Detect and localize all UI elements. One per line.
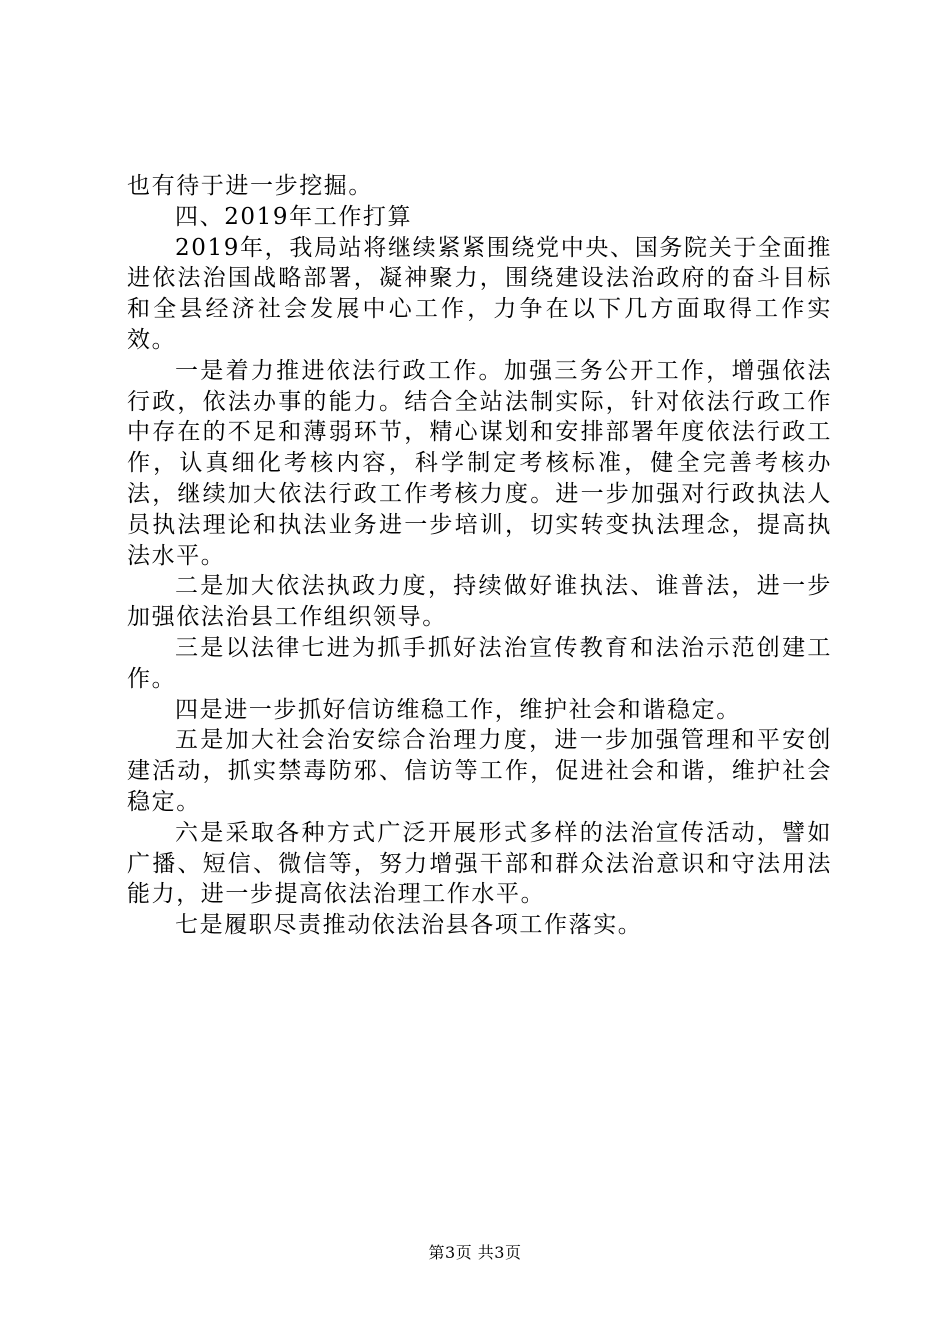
page-footer — [0, 1243, 950, 1263]
document-body — [127, 171, 832, 941]
page-number-label: 第3页 共3页 — [428, 1243, 522, 1262]
paragraph-item-1: 一是着力推进依法行政工作。加强三务公开工作，增强依法行政，依法办事的能力。结合全站法制实际，针对依法行政工作中存在的不足和薄弱环节，精心谋划和安排部署年度依法行政工作，认真细化考核内容，科学制定考核标准，健全完善考核办法，继续加大依法行政工作考核力度。进一步加强对行政执法人员执法理论和执法业务进一步培训，切实转变执法理念，提高执法水平。 — [127, 357, 832, 569]
paragraph-item-6: 六是采取各种方式广泛开展形式多样的法治宣传活动，譬如广播、短信、微信等，努力增强干部和群众法治意识和守法用法能力，进一步提高依法治理工作水平。 — [127, 819, 832, 908]
paragraph-continuation: 也有待于进一步挖掘。 — [127, 173, 373, 199]
paragraph-item-4: 四是进一步抓好信访维稳工作，维护社会和谐稳定。 — [175, 696, 741, 723]
section-heading: 四、2019年工作打算 — [175, 203, 413, 230]
paragraph-item-5: 五是加大社会治安综合治理力度，进一步加强管理和平安创建活动，抓实禁毒防邪、信访等工作，促进社会和谐，维护社会稳定。 — [127, 727, 832, 815]
paragraph-item-7: 七是履职尽责推动依法治县各项工作落实。 — [175, 912, 643, 939]
paragraph-item-2: 二是加大依法执政力度，持续做好谁执法、谁普法，进一步加强依法治县工作组织领导。 — [127, 573, 832, 631]
paragraph-item-3: 三是以法律七进为抓手抓好法治宣传教育和法治示范创建工作。 — [127, 634, 832, 692]
paragraph-intro: 2019年，我局站将继续紧紧围绕党中央、国务院关于全面推进依法治国战略部署，凝神聚力，围绕建设法治政府的奋斗目标和全县经济社会发展中心工作，力争在以下几方面取得工作实效。 — [127, 234, 832, 353]
